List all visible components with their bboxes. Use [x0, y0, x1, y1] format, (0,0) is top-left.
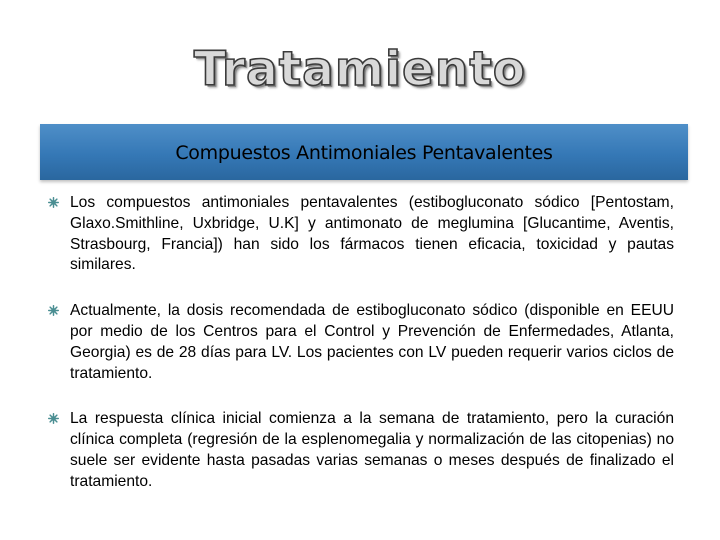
section-banner-text: Compuestos Antimoniales Pentavalentes — [175, 142, 553, 164]
sunburst-bullet-icon — [48, 305, 59, 316]
slide-title: Tratamiento — [193, 42, 527, 97]
bullet-list — [44, 193, 674, 518]
bullet-item — [44, 409, 674, 492]
sunburst-bullet-icon — [48, 197, 59, 208]
bullet-text: La respuesta clínica inicial comienza a la semana de tratamiento, pero la curación clínica completa (regresión de la esplenomegalia y normalización de las citopenias) no suele ser evidente hasta pasadas varias semanas o meses después de finalizado el tratamiento. — [70, 410, 674, 490]
bullet-item — [44, 301, 674, 384]
section-banner — [40, 124, 688, 180]
bullet-item — [44, 193, 674, 276]
bullet-text: Actualmente, la dosis recomendada de estibogluconato sódico (disponible en EEUU por medio de los Centros para el Control y Prevención de Enfermedades, Atlanta, Georgia) es de 28 días para LV. Los pacientes con LV pueden requerir varios ciclos de tratamiento. — [70, 302, 674, 382]
sunburst-bullet-icon — [48, 413, 59, 424]
bullet-text: Los compuestos antimoniales pentavalentes (estibogluconato sódico [Pentostam, Glaxo.Smithline, Uxbridge, U.K] y antimonato de meglumina [Glucantime, Aventis, Strasbourg, Francia]) han sido los fármacos tienen eficacia, toxicidad y pautas similares. — [70, 194, 674, 274]
